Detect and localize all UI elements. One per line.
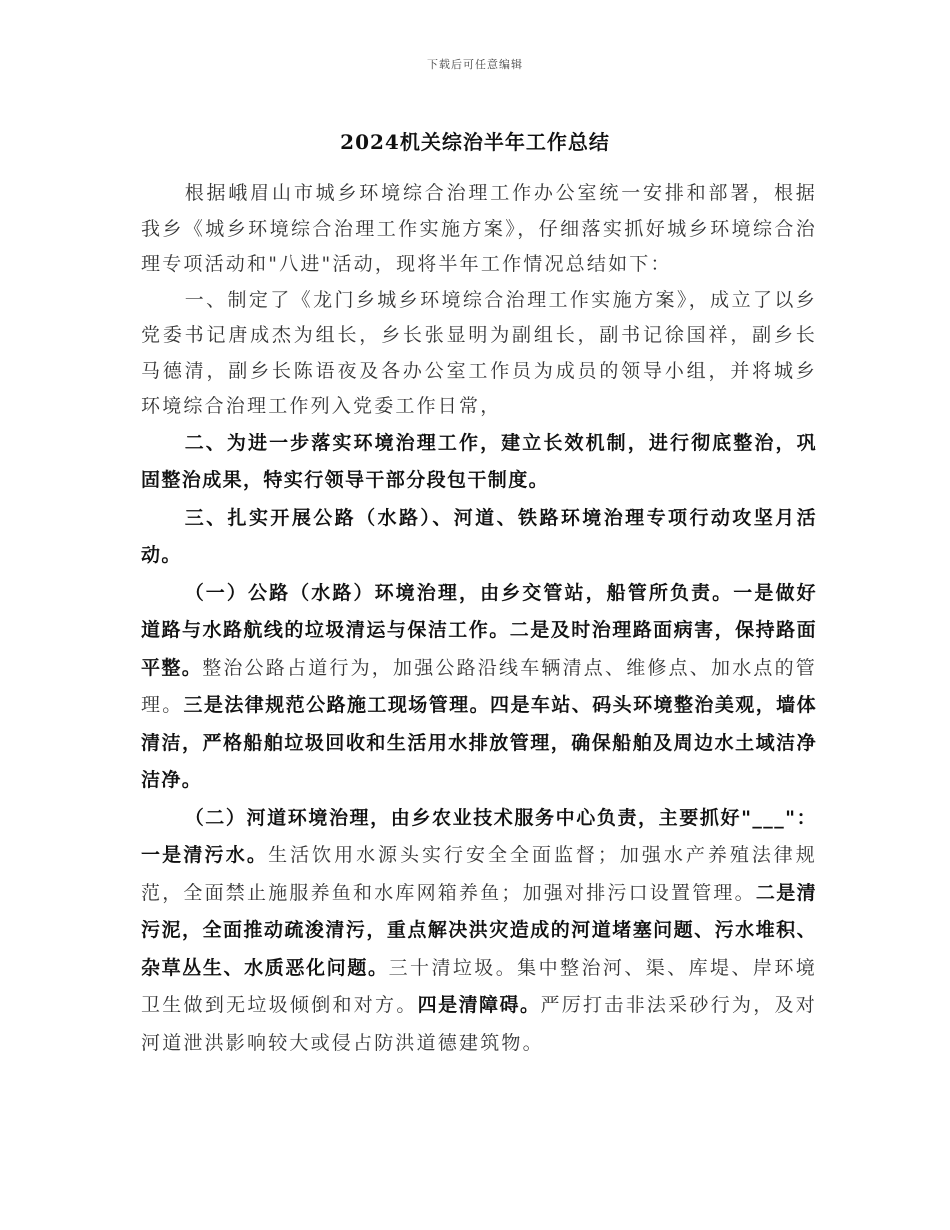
subsection-2-bold-item-4: 四是清障碍。: [417, 994, 541, 1016]
subsection-2-bold-lead: （二）河道环境治理，由乡农业技术服务中心负责，主要抓好"___"：一是清污水。: [141, 806, 817, 866]
subsection-2-normal-text-1: 生活饮用水源头实行安全全面监督；加强水产养殖法律规范，全面禁止施服养鱼和水库网箱养鱼；加强对排污口设置管理。: [141, 844, 817, 904]
subsection-2-normal-text-2: 三十清垃圾。集中整治河、渠、库堤、岸环境卫生做到无垃圾倾倒和对方。: [141, 956, 817, 1016]
section-3-paragraph: 三、扎实开展公路（水路）、河道、铁路环境治理专项行动攻坚月活动。: [141, 506, 817, 566]
subsection-1-paragraph: [141, 575, 817, 800]
subsection-1-bold-lead: （一）公路（水路）环境治理，由乡交管站，船管所负责。一是做好道路与水路航线的垃圾清运与保洁工作。二是及时治理路面病害，保持路面平整。: [141, 581, 817, 679]
subsection-1-bold-tail: 三是法律规范公路施工现场管理。四是车站、码头环境整治美观，墙体清洁，严格船舶垃圾回收和生活用水排放管理，确保船舶及周边水土域洁净洁净。: [141, 694, 817, 791]
subsection-2-bold-middle: 二是清污泥，全面推动疏浚清污，重点解决洪灾造成的河道堵塞问题、污水堆积、杂草丛生、水质恶化问题。: [141, 881, 818, 979]
subsection-2-normal-text-3: 严厉打击非法采砂行为，及对河道泄洪影响较大或侵占防洪道德建筑物。: [141, 994, 818, 1054]
subsection-1-normal-text: 整治公路占道行为，加强公路沿线车辆清点、维修点、加水点的管理。: [141, 656, 818, 716]
section-1-paragraph: 一、制定了《龙门乡城乡环境综合治理工作实施方案》，成立了以乡党委书记唐成杰为组长，乡长张显明为副组长，副书记徐国祥，副乡长马德清，副乡长陈语夜及各办公室工作员为成员的领导小组，并将城乡环境综合治理工作列入党委工作日常，: [141, 288, 817, 417]
intro-paragraph: 根据峨眉山市城乡环境综合治理工作办公室统一安排和部署，根据我乡《城乡环境综合治理工作实施方案》，仔细落实抓好城乡环境综合治理专项活动和"八进"活动，现将半年工作情况总结如下：: [141, 182, 817, 275]
document-title: 2024机关综治半年工作总结: [340, 130, 610, 154]
section-2-paragraph: 二、为进一步落实环境治理工作，建立长效机制，进行彻底整治，巩固整治成果，特实行领导干部分段包干制度。: [141, 431, 817, 491]
header-note: 下载后可任意编辑: [427, 58, 523, 71]
document-body: [141, 176, 817, 1062]
subsection-2-paragraph: [141, 800, 817, 1063]
